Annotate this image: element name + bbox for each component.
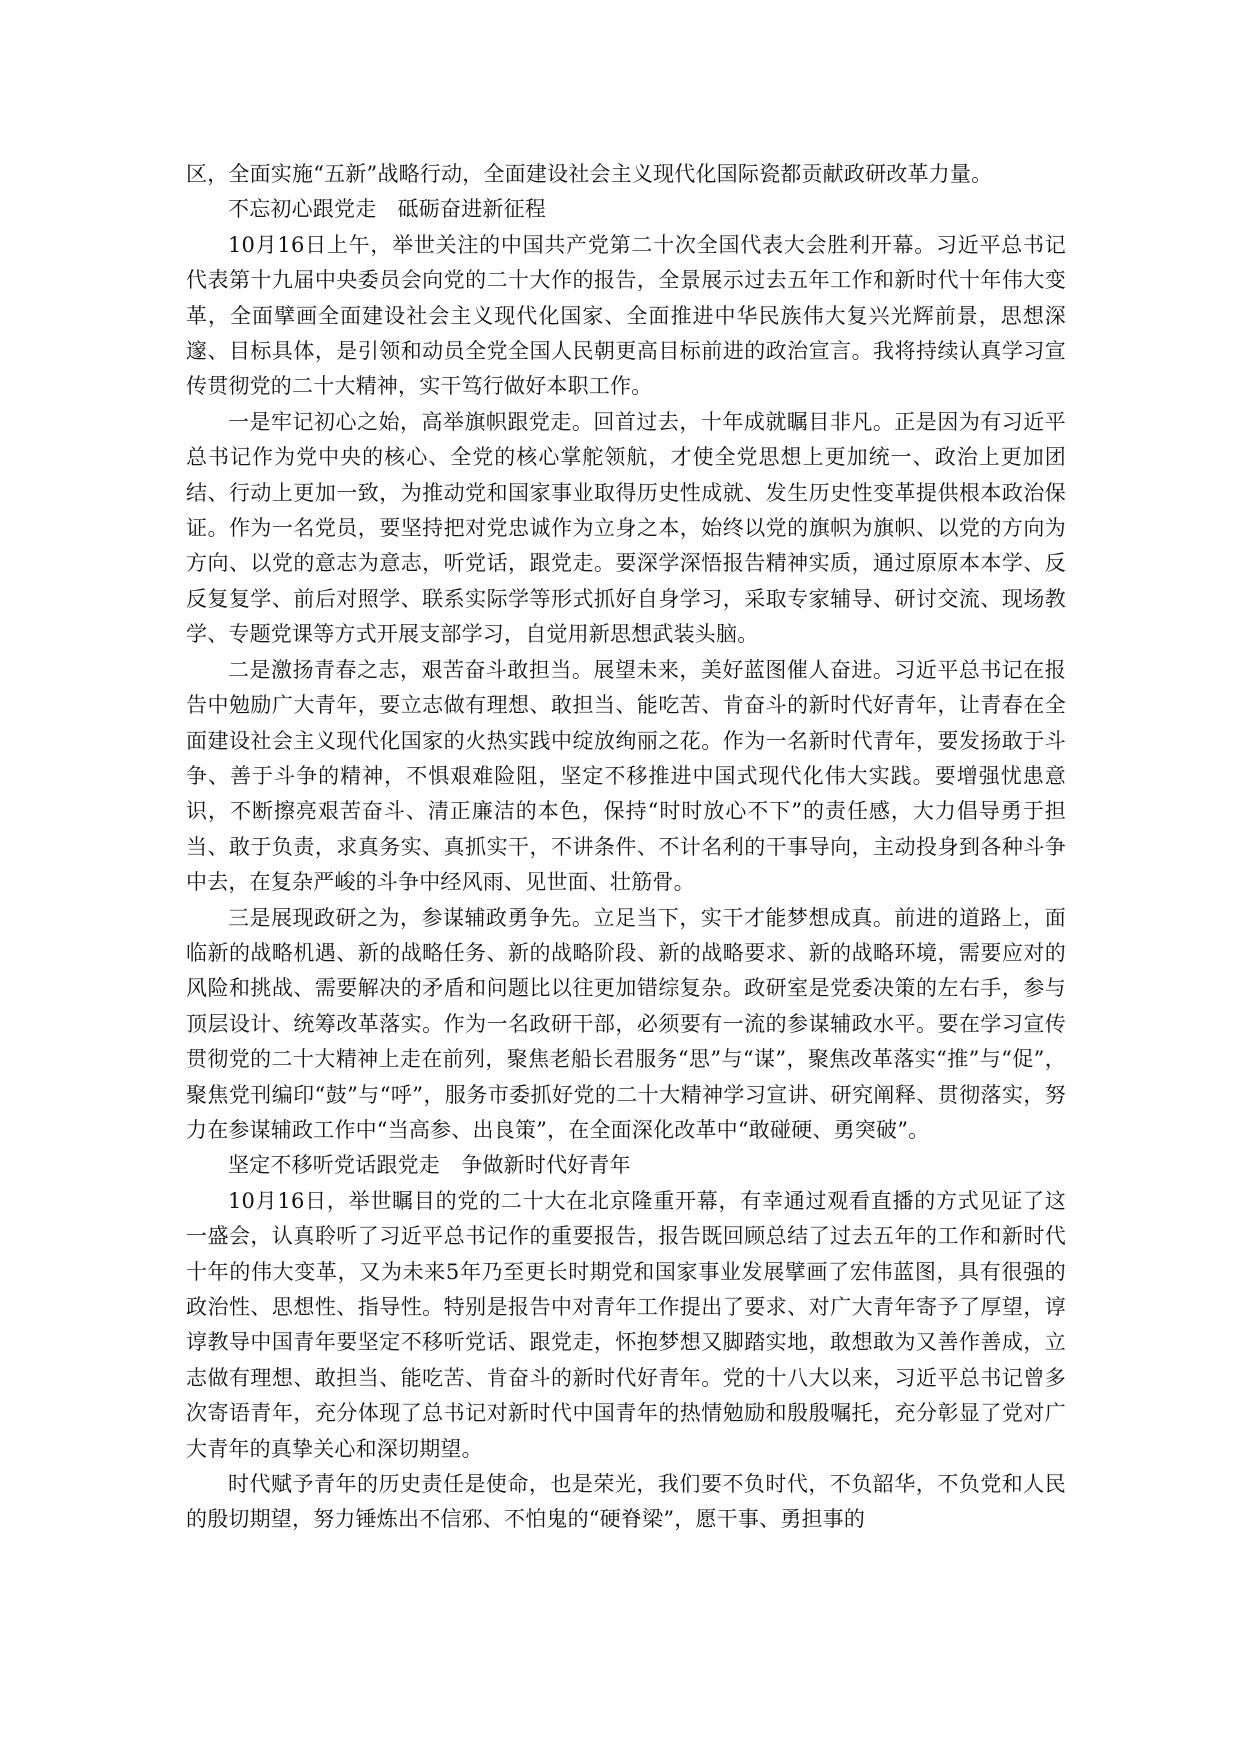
body-paragraph: 时代赋予青年的历史责任是使命，也是荣光，我们要不负时代，不负韶华，不负党和人民的殷切期望，努力锤炼出不信邪、不怕鬼的“硬脊梁”，愿干事、勇担事的 xyxy=(186,1472,1066,1532)
section-heading: 不忘初心跟党走 砥砺奋进新征程 xyxy=(228,197,546,222)
document-page xyxy=(186,157,1066,1538)
body-paragraph: 10月16日上午，举世关注的中国共产党第二十次全国代表大会胜利开幕。习近平总书记代表第十九届中央委员会向党的二十大作的报告，全景展示过去五年工作和新时代十年伟大变革，全面擘画全面建设社会主义现代化国家、全面推进中华民族伟大复兴光辉前景，思想深邃、目标具体，是引领和动员全党全国人民朝更高目标前进的政治宣言。我将持续认真学习宣传贯彻党的二十大精神，实干笃行做好本职工作。 xyxy=(186,232,1066,399)
body-paragraph: 10月16日，举世瞩目的党的二十大在北京隆重开幕，有幸通过观看直播的方式见证了这一盛会，认真聆听了习近平总书记作的重要报告，报告既回顾总结了过去五年的工作和新时代十年的伟大变革，又为未来5年乃至更长时期党和国家事业发展擘画了宏伟蓝图，具有很强的政治性、思想性、指导性。特别是报告中对青年工作提出了要求、对广大青年寄予了厚望，谆谆教导中国青年要坚定不移听党话、跟党走，怀抱梦想又脚踏实地，敢想敢为又善作善成，立志做有理想、敢担当、能吃苦、肯奋斗的新时代好青年。党的十八大以来，习近平总书记曾多次寄语青年，充分体现了总书记对新时代中国青年的热情勉励和殷殷嘱托，充分彰显了党对广大青年的真挚关心和深切期望。 xyxy=(186,1188,1066,1461)
body-paragraph: 三是展现政研之为，参谋辅政勇争先。立足当下，实干才能梦想成真。前进的道路上，面临新的战略机遇、新的战略任务、新的战略阶段、新的战略要求、新的战略环境，需要应对的风险和挑战、需要解决的矛盾和问题比以往更加错综复杂。政研室是党委决策的左右手，参与顶层设计、统筹改革落实。作为一名政研干部，必须要有一流的参谋辅政水平。要在学习宣传贯彻党的二十大精神上走在前列，聚焦老船长君服务“思”与“谋”，聚焦改革落实“推”与“促”，聚焦党刊编印“鼓”与“呼”，服务市委抓好党的二十大精神学习宣讲、研究阐释、贯彻落实，努力在参谋辅政工作中“当高参、出良策”，在全面深化改革中“敢碰硬、勇突破”。 xyxy=(186,905,1066,1142)
paragraph-continuation: 区，全面实施“五新”战略行动，全面建设社会主义现代化国际瓷都贡献政研改革力量。 xyxy=(186,162,993,186)
body-paragraph: 二是激扬青春之志，艰苦奋斗敢担当。展望未来，美好蓝图催人奋进。习近平总书记在报告中勉励广大青年，要立志做有理想、敢担当、能吃苦、肯奋斗的新时代好青年，让青春在全面建设社会主义现代化国家的火热实践中绽放绚丽之花。作为一名新时代青年，要发扬敢于斗争、善于斗争的精神，不惧艰难险阻，坚定不移推进中国式现代化伟大实践。要增强忧患意识，不断擦亮艰苦奋斗、清正廉洁的本色，保持“时时放心不下”的责任感，大力倡导勇于担当、敢于负责，求真务实、真抓实干，不讲条件、不计名利的干事导向，主动投身到各种斗争中去，在复杂严峻的斗争中经风雨、见世面、壮筋骨。 xyxy=(186,657,1066,895)
body-paragraph: 一是牢记初心之始，高举旗帜跟党走。回首过去，十年成就瞩目非凡。正是因为有习近平总书记作为党中央的核心、全党的核心掌舵领航，才使全党思想上更加统一、政治上更加团结、行动上更加一致，为推动党和国家事业取得历史性成就、发生历史性变革提供根本政治保证。作为一名党员，要坚持把对党忠诚作为立身之本，始终以党的旗帜为旗帜、以党的方向为方向、以党的意志为意志，听党话，跟党走。要深学深悟报告精神实质，通过原原本本学、反反复复学、前后对照学、联系实际学等形式抓好自身学习，采取专家辅导、研讨交流、现场教学、专题党课等方式开展支部学习，自觉用新思想武装头脑。 xyxy=(186,409,1066,647)
section-heading: 坚定不移听党话跟党走 争做新时代好青年 xyxy=(228,1153,631,1178)
